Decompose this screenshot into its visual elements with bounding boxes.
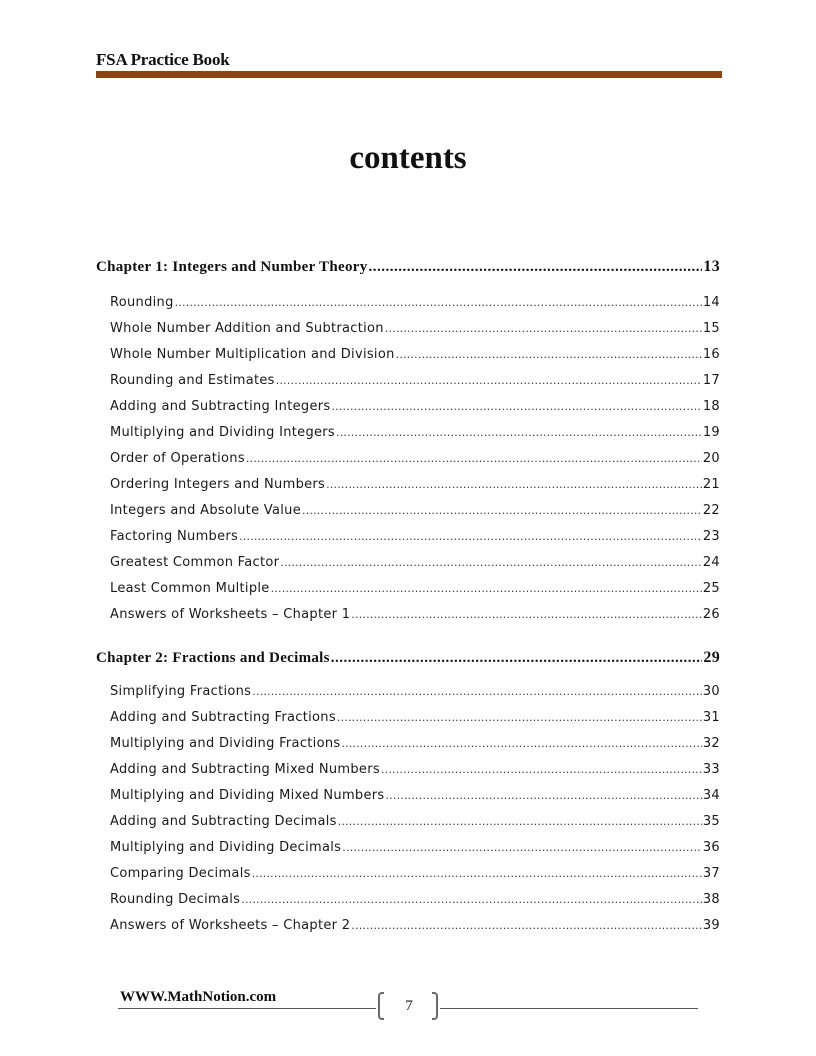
toc-chapter-title: Chapter 1: Integers and Number Theory [96,259,368,275]
toc-entry-page: 36 [702,840,720,855]
dot-leader [385,322,702,335]
toc-entry-title: Greatest Common Factor [110,555,280,570]
toc-entry-page: 16 [702,347,720,362]
toc-entry-page: 32 [702,736,720,751]
toc-entry-page: 15 [702,321,720,336]
toc-entry-title: Rounding Decimals [110,892,241,907]
toc-entry[interactable] [110,866,720,881]
dot-leader [246,452,702,465]
page-number-bracket-left [378,992,384,1020]
toc-entry[interactable] [110,710,720,725]
toc-entry[interactable] [110,477,720,492]
toc-entry[interactable] [110,918,720,933]
page-number-bracket-right [432,992,438,1020]
toc-entry-page: 21 [702,477,720,492]
toc-entry-title: Factoring Numbers [110,529,239,544]
toc-entry-page: 34 [702,788,720,803]
toc-entry-title: Adding and Subtracting Fractions [110,710,336,725]
toc-entry-title: Multiplying and Dividing Fractions [110,736,341,751]
toc-entry[interactable] [110,607,720,622]
footer-rule-right [440,1008,698,1009]
toc-entry-page: 18 [702,399,720,414]
toc-entry-page: 17 [702,373,720,388]
toc-entry[interactable] [110,840,720,855]
toc-entry-title: Multiplying and Dividing Mixed Numbers [110,788,385,803]
toc-entry-title: Answers of Worksheets – Chapter 1 [110,607,351,622]
dot-leader [341,737,701,750]
toc-chapter-page: 29 [703,649,720,666]
toc-entry-title: Rounding and Estimates [110,373,275,388]
toc-entry-title: Multiplying and Dividing Decimals [110,840,342,855]
toc-entry-page: 39 [702,918,720,933]
toc-entry[interactable] [110,736,720,751]
toc-entry-title: Least Common Multiple [110,581,270,596]
toc-chapter-page: 13 [703,258,720,275]
dot-leader [175,296,702,309]
toc-entry-title: Whole Number Addition and Subtraction [110,321,384,336]
dot-leader [302,504,702,517]
toc-entry-page: 30 [702,684,720,699]
toc-entry-title: Ordering Integers and Numbers [110,477,326,492]
dot-leader [396,348,702,361]
dot-leader [280,556,702,569]
header-rule [96,71,722,78]
dot-leader [369,259,703,276]
dot-leader [252,685,702,698]
toc-entry[interactable] [110,788,720,803]
toc-entry[interactable] [110,762,720,777]
dot-leader [331,650,703,667]
dot-leader [276,374,702,387]
toc-entry[interactable] [110,425,720,440]
toc-entry[interactable] [110,451,720,466]
dot-leader [331,400,701,413]
dot-leader [252,867,702,880]
dot-leader [336,426,702,439]
toc-entry-page: 37 [702,866,720,881]
toc-entry-title: Multiplying and Dividing Integers [110,425,336,440]
toc-entry-page: 25 [702,581,720,596]
toc-entry-page: 38 [702,892,720,907]
dot-leader [326,478,702,491]
toc-entry-page: 35 [702,814,720,829]
toc-entry-page: 22 [702,503,720,518]
toc-entry-title: Rounding [110,295,174,310]
toc-entry-page: 26 [702,607,720,622]
toc-entry[interactable] [110,399,720,414]
toc-chapter-entry[interactable] [96,649,720,667]
dot-leader [239,530,702,543]
toc-entry-title: Adding and Subtracting Integers [110,399,331,414]
toc-entry-title: Adding and Subtracting Decimals [110,814,337,829]
toc-entry-page: 19 [702,425,720,440]
toc-entry[interactable] [110,295,720,310]
toc-entry[interactable] [110,503,720,518]
toc-entry-title: Simplifying Fractions [110,684,252,699]
toc-entry-page: 24 [702,555,720,570]
page-number: 7 [405,998,413,1014]
toc-chapter-title: Chapter 2: Fractions and Decimals [96,650,330,666]
dot-leader [241,893,702,906]
toc-entry-title: Adding and Subtracting Mixed Numbers [110,762,380,777]
toc-entry-page: 23 [702,529,720,544]
toc-entry-title: Whole Number Multiplication and Division [110,347,395,362]
dot-leader [271,582,702,595]
dot-leader [351,608,702,621]
toc-entry[interactable] [110,684,720,699]
toc-entry-title: Order of Operations [110,451,245,466]
dot-leader [342,841,702,854]
toc-entry[interactable] [110,529,720,544]
dot-leader [381,763,702,776]
toc-entry-title: Integers and Absolute Value [110,503,302,518]
page-title: contents [349,140,467,176]
toc-entry-page: 33 [702,762,720,777]
toc-entry[interactable] [110,373,720,388]
toc-entry[interactable] [110,347,720,362]
toc-chapter-entry[interactable] [96,258,720,276]
running-header-title: FSA Practice Book [96,50,230,69]
toc-entry[interactable] [110,321,720,336]
toc-entry[interactable] [110,555,720,570]
toc-entry[interactable] [110,814,720,829]
toc-entry-page: 31 [702,710,720,725]
dot-leader [351,919,702,932]
footer-website: WWW.MathNotion.com [120,989,277,1005]
toc-entry-page: 20 [702,451,720,466]
dot-leader [385,789,701,802]
toc-entry-title: Comparing Decimals [110,866,251,881]
toc-entry[interactable] [110,581,720,596]
toc-entry-title: Answers of Worksheets – Chapter 2 [110,918,351,933]
toc-entry-page: 14 [702,295,720,310]
dot-leader [337,711,702,724]
toc-entry[interactable] [110,892,720,907]
dot-leader [338,815,702,828]
footer-rule-left [118,1008,376,1009]
